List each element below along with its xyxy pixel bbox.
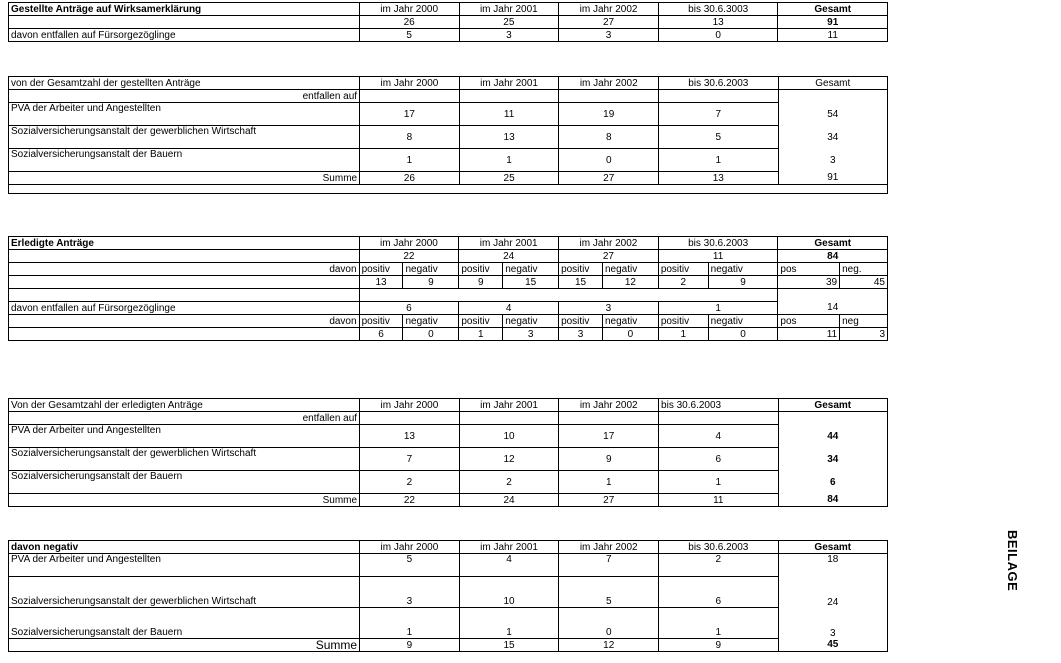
row-sublabel: davon (9, 263, 360, 276)
table-row (9, 541, 888, 554)
table-cell: 13 (658, 16, 778, 29)
table-cell: 12 (602, 276, 658, 289)
row-label: PVA der Arbeiter und Angestellten (9, 103, 360, 126)
table-cell: 19 (559, 103, 659, 126)
table-cell: 54 (778, 103, 887, 126)
table-cell: 91 (778, 172, 887, 185)
table-cell: 91 (778, 16, 888, 29)
table-cell: 11 (658, 250, 778, 263)
column-header: Gesamt (778, 77, 887, 90)
table-cell: 6 (778, 471, 887, 494)
table-cell: 2 (360, 471, 460, 494)
table-row (9, 577, 888, 608)
table-row (9, 237, 888, 250)
column-header: im Jahr 2002 (559, 541, 659, 554)
table-cell: 10 (459, 577, 559, 608)
table-row (9, 399, 888, 412)
column-header: bis 30.6.2003 (659, 77, 779, 90)
col-negativ: negativ (503, 263, 559, 276)
column-header: im Jahr 2002 (559, 3, 659, 16)
column-header: Gesamt (778, 3, 888, 16)
table-cell: 45 (840, 276, 888, 289)
table-cell: 1 (659, 471, 779, 494)
table-cell: 34 (778, 448, 887, 471)
col-negativ: negativ (602, 263, 658, 276)
row-label: davon entfallen auf Fürsorgezöglinge (9, 29, 360, 42)
table-cell: 24 (459, 494, 559, 507)
table-cell: 17 (360, 103, 460, 126)
table-cell: 22 (359, 250, 459, 263)
table-cell: 2 (658, 276, 708, 289)
column-header: bis 30.6.2003 (659, 399, 779, 412)
table-cell: 1 (659, 149, 779, 172)
table-cell: 4 (459, 554, 559, 577)
table-cell: 3 (840, 328, 888, 341)
table-row (9, 302, 888, 315)
table-cell: 2 (659, 554, 779, 577)
table-cell: 1 (459, 328, 503, 341)
table-cell: 0 (403, 328, 459, 341)
column-header: Gesamt (778, 399, 887, 412)
table-title: Gestellte Anträge auf Wirksamerklärung (9, 3, 360, 16)
table-cell: 84 (778, 494, 887, 507)
col-negativ: negativ (503, 315, 559, 328)
table-row (9, 3, 888, 16)
row-label: Sozialversicherungsanstalt der gewerblichen Wirtschaft (9, 126, 360, 149)
table-cell: 0 (559, 149, 659, 172)
table-cell: 6 (359, 328, 403, 341)
table-cell: 3 (778, 608, 887, 639)
table-row (9, 16, 888, 29)
table-cell: 1 (658, 328, 708, 341)
table-row (9, 149, 888, 172)
row-label: Sozialversicherungsanstalt der Bauern (9, 471, 360, 494)
column-header: im Jahr 2002 (559, 237, 659, 250)
table-row (9, 425, 888, 448)
table-cell: 39 (778, 276, 840, 289)
col-negativ: negativ (403, 315, 459, 328)
column-header: im Jahr 2001 (459, 237, 559, 250)
table-cell: 9 (559, 448, 659, 471)
column-header: Gesamt (778, 541, 887, 554)
table-gestellte-antraege (8, 2, 888, 42)
table-cell: 3 (503, 328, 559, 341)
table-row (9, 263, 888, 276)
col-neg: neg. (840, 263, 888, 276)
col-negativ: negativ (602, 315, 658, 328)
table-title: Von der Gesamtzahl der erledigten Anträge (9, 399, 360, 412)
table-cell: 5 (559, 577, 659, 608)
table-cell: 9 (459, 276, 503, 289)
table-cell: 1 (360, 608, 460, 639)
table-cell: 25 (459, 16, 559, 29)
col-positiv: positiv (459, 315, 503, 328)
table-cell: 3 (559, 29, 659, 42)
table-cell: 0 (602, 328, 658, 341)
table-cell: 14 (778, 302, 888, 315)
table-cell: 22 (360, 494, 460, 507)
table-cell: 15 (559, 276, 603, 289)
side-label-beilage: BEILAGE (1005, 530, 1020, 592)
table-cell: 11 (778, 29, 888, 42)
table-cell: 8 (360, 126, 460, 149)
col-positiv: positiv (359, 263, 403, 276)
table-cell: 0 (658, 29, 778, 42)
column-header: im Jahr 2001 (459, 77, 559, 90)
column-header: bis 30.6.3003 (658, 3, 778, 16)
table-cell: 4 (459, 302, 559, 315)
col-negativ: negativ (708, 263, 778, 276)
table-row (9, 172, 888, 185)
table-row (9, 29, 888, 42)
table-cell: 15 (503, 276, 559, 289)
table-title: davon negativ (9, 541, 360, 554)
column-header: Gesamt (778, 237, 888, 250)
table-cell: 25 (459, 172, 559, 185)
table-cell: 3 (778, 149, 887, 172)
table-cell: 13 (360, 425, 460, 448)
table-davon-negativ (8, 540, 888, 652)
row-label: PVA der Arbeiter und Angestellten (9, 425, 360, 448)
table-cell: 9 (360, 639, 460, 652)
table-row (9, 77, 888, 90)
table-row (9, 608, 888, 639)
row-sublabel: entfallen auf (9, 412, 360, 425)
col-positiv: positiv (359, 315, 403, 328)
table-cell: 4 (659, 425, 779, 448)
table-row (9, 126, 888, 149)
column-header: bis 30.6.2003 (659, 541, 779, 554)
col-positiv: positiv (658, 315, 708, 328)
table-cell: 6 (359, 302, 459, 315)
table-row (9, 554, 888, 577)
table-cell: 24 (778, 577, 887, 608)
table-cell: 13 (359, 276, 403, 289)
table-cell: 24 (459, 250, 559, 263)
column-header: im Jahr 2000 (360, 399, 460, 412)
column-header: im Jahr 2000 (359, 237, 459, 250)
table-cell: 9 (403, 276, 459, 289)
table-cell: 1 (360, 149, 460, 172)
table-cell: 45 (778, 639, 887, 652)
col-pos: pos (778, 315, 840, 328)
row-sublabel: davon (9, 315, 360, 328)
column-header: im Jahr 2002 (559, 399, 659, 412)
table-cell: 12 (459, 448, 559, 471)
table-row (9, 639, 888, 652)
table-cell: 5 (659, 126, 779, 149)
table-row (9, 90, 888, 103)
sum-label: Summe (9, 172, 360, 185)
table-cell: 84 (778, 250, 888, 263)
table-row (9, 328, 888, 341)
sum-label: Summe (9, 639, 360, 652)
col-pos: pos (778, 263, 840, 276)
col-negativ: negativ (403, 263, 459, 276)
table-cell: 26 (359, 16, 459, 29)
table-cell: 3 (459, 29, 559, 42)
table-row (9, 471, 888, 494)
table-cell: 3 (360, 577, 460, 608)
row-label: davon entfallen auf Fürsorgezöglinge (9, 302, 360, 315)
table-cell: 34 (778, 126, 887, 149)
col-positiv: positiv (559, 263, 603, 276)
table-cell: 18 (778, 554, 887, 577)
table-cell: 1 (459, 608, 559, 639)
row-label: Sozialversicherungsanstalt der gewerblichen Wirtschaft (9, 577, 360, 608)
column-header: im Jahr 2000 (360, 77, 460, 90)
table-cell: 3 (559, 328, 603, 341)
table-cell: 27 (559, 250, 659, 263)
table-cell: 8 (559, 126, 659, 149)
table-row (9, 448, 888, 471)
column-header: im Jahr 2001 (459, 541, 559, 554)
table-row (9, 412, 888, 425)
table-row (9, 250, 888, 263)
table-cell: 1 (559, 471, 659, 494)
column-header: im Jahr 2001 (459, 3, 559, 16)
table-title: von der Gesamtzahl der gestellten Anträge (9, 77, 360, 90)
table-cell: 7 (559, 554, 659, 577)
table-cell: 2 (459, 471, 559, 494)
table-gestellte-verteilung (8, 76, 888, 194)
row-sublabel: entfallen auf (9, 90, 360, 103)
table-cell (9, 16, 360, 29)
table-row (9, 276, 888, 289)
row-label: PVA der Arbeiter und Angestellten (9, 554, 360, 577)
table-cell: 10 (459, 425, 559, 448)
table-erledigte-verteilung (8, 398, 888, 507)
table-cell: 6 (659, 448, 779, 471)
column-header: im Jahr 2001 (459, 399, 559, 412)
table-cell: 13 (659, 172, 779, 185)
table-cell: 11 (659, 494, 779, 507)
table-cell: 1 (658, 302, 778, 315)
table-cell: 11 (778, 328, 840, 341)
sum-label: Summe (9, 494, 360, 507)
col-neg: neg (840, 315, 888, 328)
table-row (9, 494, 888, 507)
column-header: im Jahr 2000 (359, 3, 459, 16)
table-cell: 1 (459, 149, 559, 172)
table-cell: 27 (559, 172, 659, 185)
table-row (9, 103, 888, 126)
table-cell: 0 (559, 608, 659, 639)
row-label: Sozialversicherungsanstalt der gewerblichen Wirtschaft (9, 448, 360, 471)
table-cell: 3 (559, 302, 659, 315)
table-cell: 0 (708, 328, 778, 341)
col-positiv: positiv (658, 263, 708, 276)
table-cell: 5 (359, 29, 459, 42)
table-cell: 17 (559, 425, 659, 448)
table-cell: 27 (559, 494, 659, 507)
row-label: Sozialversicherungsanstalt der Bauern (9, 608, 360, 639)
table-cell: 9 (708, 276, 778, 289)
table-cell: 11 (459, 103, 559, 126)
table-title: Erledigte Anträge (9, 237, 360, 250)
table-cell: 12 (559, 639, 659, 652)
table-erledigte-antraege (8, 236, 888, 341)
table-cell: 5 (360, 554, 460, 577)
column-header: im Jahr 2002 (559, 77, 659, 90)
col-positiv: positiv (559, 315, 603, 328)
col-negativ: negativ (708, 315, 778, 328)
table-cell: 15 (459, 639, 559, 652)
table-row (9, 315, 888, 328)
col-positiv: positiv (459, 263, 503, 276)
table-cell: 1 (659, 608, 779, 639)
table-cell: 26 (360, 172, 460, 185)
table-cell: 6 (659, 577, 779, 608)
table-cell: 44 (778, 425, 887, 448)
table-cell: 7 (360, 448, 460, 471)
column-header: bis 30.6.2003 (658, 237, 778, 250)
table-cell: 9 (659, 639, 779, 652)
row-label: Sozialversicherungsanstalt der Bauern (9, 149, 360, 172)
table-cell: 13 (459, 126, 559, 149)
table-cell: 27 (559, 16, 659, 29)
column-header: im Jahr 2000 (360, 541, 460, 554)
table-cell: 7 (659, 103, 779, 126)
